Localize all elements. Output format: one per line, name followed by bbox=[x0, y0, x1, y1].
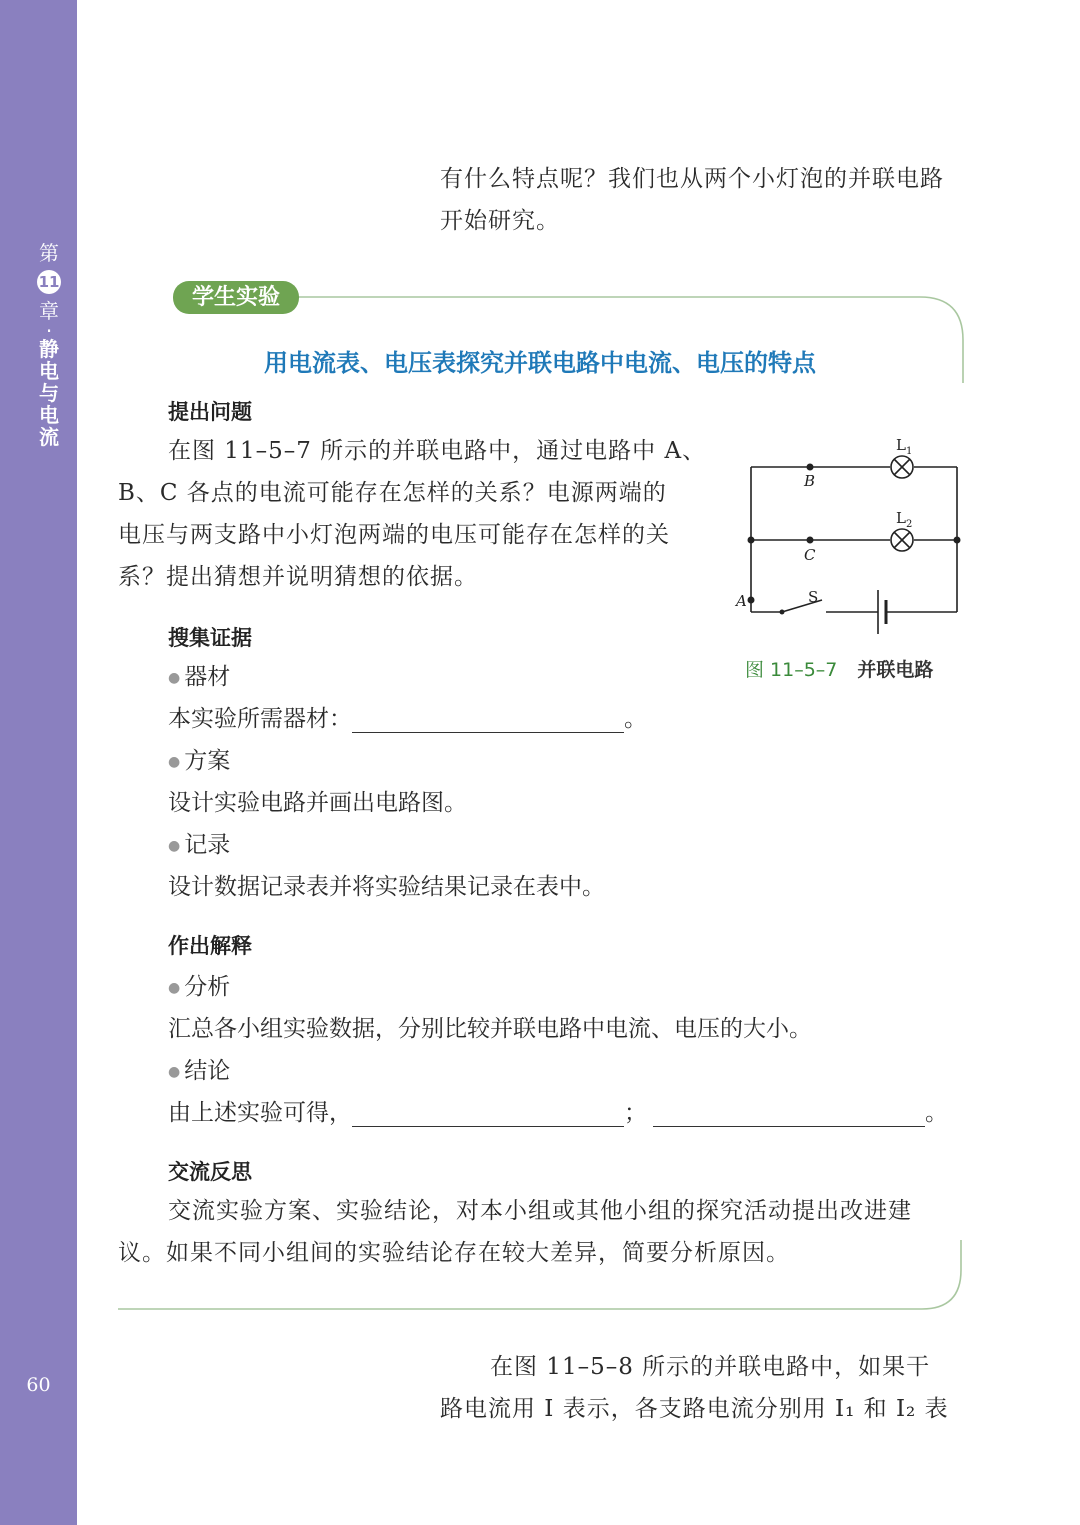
bullet-label: 分析 bbox=[184, 974, 231, 1000]
bullet-dot: ● bbox=[168, 980, 181, 996]
bullet-analysis bbox=[168, 968, 230, 1001]
analysis-text: 汇总各小组实验数据，分别比较并联电路中电流、电压的大小。 bbox=[168, 1016, 812, 1042]
question-line: 在图 11–5–7 所示的并联电路中，通过电路中 A、 bbox=[168, 438, 707, 464]
bullet-label: 器材 bbox=[184, 664, 231, 690]
conclusion-blank-1[interactable] bbox=[352, 1100, 624, 1127]
section-heading-explanation: 作出解释 bbox=[168, 934, 252, 958]
bullet-conclusion bbox=[168, 1052, 230, 1085]
period: 。 bbox=[925, 1100, 948, 1126]
equipment-blank[interactable] bbox=[352, 706, 624, 733]
record-text: 设计数据记录表并将实验结果记录在表中。 bbox=[168, 874, 605, 900]
intro-line: 开始研究。 bbox=[440, 208, 560, 234]
figure-number: 图 11–5–7 bbox=[745, 659, 838, 681]
experiment-title: 用电流表、电压表探究并联电路中电流、电压的特点 bbox=[264, 349, 816, 377]
bullet-dot: ● bbox=[168, 1064, 181, 1080]
label-l2-sub: 2 bbox=[905, 519, 913, 530]
chapter-prefix: 第 bbox=[39, 241, 59, 265]
intro-line: 有什么特点呢？我们也从两个小灯泡的并联电路 bbox=[440, 166, 944, 192]
section-heading-reflection: 交流反思 bbox=[168, 1160, 252, 1184]
conclusion-blank-2[interactable] bbox=[653, 1100, 925, 1127]
reflection-line: 议。如果不同小组间的实验结论存在较大差异，简要分析原因。 bbox=[118, 1240, 790, 1266]
chapter-title-char: 静 bbox=[39, 337, 59, 361]
chapter-suffix: 章 bbox=[39, 299, 59, 323]
label-b: B bbox=[804, 472, 816, 490]
label-l2: L bbox=[896, 509, 906, 527]
chapter-title-char: 电 bbox=[39, 403, 59, 427]
experiment-label: 学生实验 bbox=[173, 281, 299, 314]
bullet-plan bbox=[168, 742, 230, 775]
bullet-dot: ● bbox=[168, 838, 181, 854]
svg-text:L1 bbox=[896, 436, 912, 457]
figure-name: 并联电路 bbox=[857, 659, 934, 681]
bullet-record bbox=[168, 826, 230, 859]
bullet-dot: ● bbox=[168, 670, 181, 686]
bottom-paragraph bbox=[440, 1346, 965, 1430]
figure-caption bbox=[745, 655, 933, 682]
label-l1-sub: 1 bbox=[905, 446, 913, 457]
bullet-label: 结论 bbox=[184, 1058, 231, 1084]
conclusion-prompt: 由上述实验可得， bbox=[168, 1100, 352, 1126]
question-line: 系？提出猜想并说明猜想的依据。 bbox=[118, 564, 478, 590]
equipment-prompt: 本实验所需器材： bbox=[168, 706, 352, 732]
reflection-paragraph bbox=[118, 1190, 968, 1274]
question-paragraph bbox=[118, 430, 708, 598]
semicolon: ； bbox=[624, 1100, 647, 1126]
question-line: 电压与两支路中小灯泡两端的电压可能存在怎样的关 bbox=[118, 522, 670, 548]
svg-text:L2 bbox=[896, 509, 912, 530]
bullet-label: 记录 bbox=[184, 832, 231, 858]
bottom-line: 路电流用 I 表示，各支路电流分别用 I₁ 和 I₂ 表 bbox=[440, 1396, 949, 1422]
question-line: B、C 各点的电流可能存在怎样的关系？电源两端的 bbox=[118, 480, 667, 506]
label-a: A bbox=[736, 592, 747, 610]
bullet-dot: ● bbox=[168, 754, 181, 770]
label-s: S bbox=[808, 588, 819, 606]
label-c: C bbox=[804, 546, 816, 564]
page-number: 60 bbox=[26, 1374, 51, 1396]
equipment-line bbox=[168, 700, 647, 733]
parallel-circuit-diagram bbox=[720, 430, 980, 650]
bullet-label: 方案 bbox=[184, 748, 231, 774]
bullet-equipment bbox=[168, 658, 230, 691]
label-l1: L bbox=[896, 436, 906, 454]
chapter-title-char: 电 bbox=[39, 359, 59, 383]
node-c-dot bbox=[807, 537, 814, 544]
node-a-dot bbox=[748, 597, 755, 604]
bottom-line: 在图 11–5–8 所示的并联电路中，如果干 bbox=[490, 1354, 931, 1380]
plan-text: 设计实验电路并画出电路图。 bbox=[168, 790, 467, 816]
conclusion-line bbox=[168, 1094, 948, 1127]
chapter-title-char: 流 bbox=[39, 425, 59, 449]
chapter-separator: · bbox=[45, 319, 53, 343]
period: 。 bbox=[624, 706, 647, 732]
chapter-title-char: 与 bbox=[39, 381, 59, 405]
chapter-number: 11 bbox=[37, 270, 61, 294]
section-heading-evidence: 搜集证据 bbox=[168, 626, 252, 650]
node-b-dot bbox=[807, 464, 814, 471]
reflection-line: 交流实验方案、实验结论，对本小组或其他小组的探究活动提出改进建 bbox=[168, 1198, 912, 1224]
section-heading-question: 提出问题 bbox=[168, 400, 252, 424]
